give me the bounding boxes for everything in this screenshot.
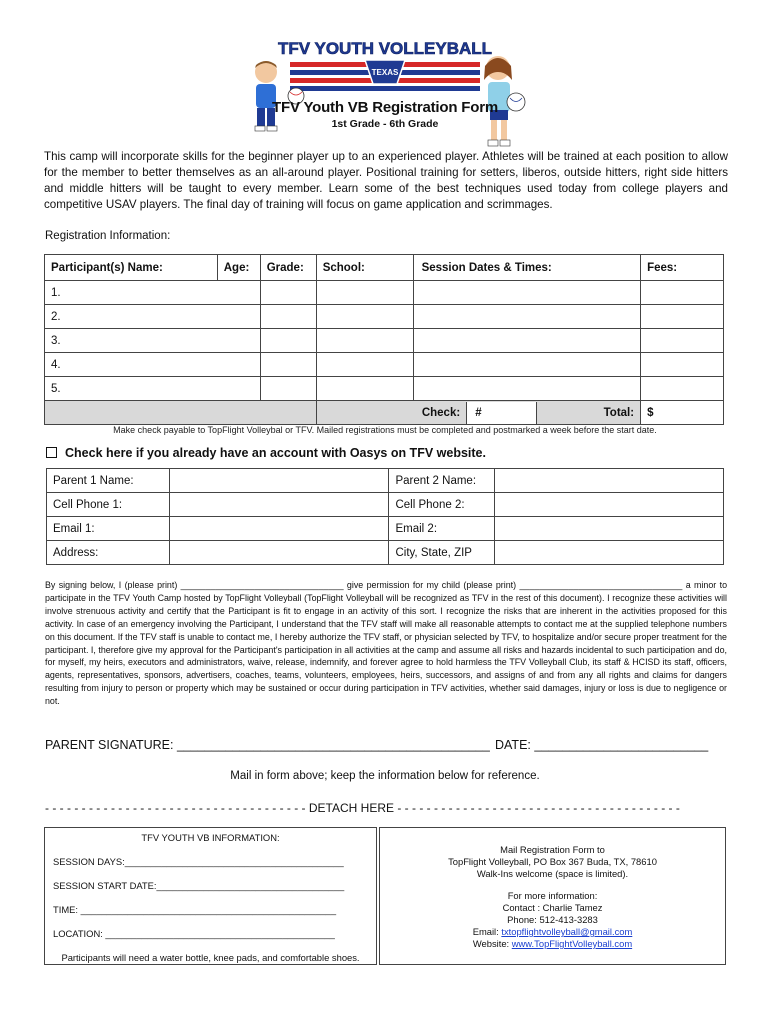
walk-ins-note: Walk-Ins welcome (space is limited).	[476, 868, 629, 879]
mailing-info-box	[379, 827, 726, 965]
mail-address: TopFlight Volleyball, PO Box 367 Buda, TX, 78610	[448, 856, 657, 867]
registration-header-row	[45, 255, 724, 281]
grade-cell[interactable]	[260, 377, 316, 401]
school-cell[interactable]	[316, 329, 413, 353]
registration-table	[44, 254, 724, 425]
cell1-label: Cell Phone 1:	[47, 493, 170, 517]
participant-row[interactable]	[45, 353, 724, 377]
participant-row[interactable]	[45, 377, 724, 401]
contact-phone: Phone: 512-413-3283	[507, 914, 598, 925]
payment-note: Make check payable to TopFlight Volleybal or TFV. Mailed registrations must be completed and postmarked a week before the start date.	[113, 425, 657, 435]
detach-line: - - - - - - - - - - - - - - - - - - - - - - - - - - - - - - - - - - - - DETACH HERE - - - - - - - - - - - - - - - - - - - - - - - - - - - - - - - - - - - - - - -	[45, 801, 680, 815]
total-amount-field[interactable]: $	[641, 401, 724, 425]
col-age: Age:	[217, 255, 260, 281]
oasys-account-option[interactable]	[46, 446, 486, 460]
school-cell[interactable]	[316, 305, 413, 329]
city-state-zip-field[interactable]	[495, 541, 724, 565]
parent2-label: Parent 2 Name:	[389, 469, 495, 493]
participant-number: 4.	[45, 353, 261, 377]
parent1-field[interactable]	[169, 469, 389, 493]
session-cell[interactable]	[413, 377, 641, 401]
parent2-field[interactable]	[495, 469, 724, 493]
participant-number: 3.	[45, 329, 261, 353]
fee-cell[interactable]	[641, 377, 724, 401]
session-cell[interactable]	[413, 281, 641, 305]
school-cell[interactable]	[316, 353, 413, 377]
parent-print-name-line[interactable]: _________________________________	[180, 580, 344, 590]
more-info-label: For more information:	[507, 890, 598, 901]
signature-section	[45, 738, 725, 752]
total-label: Total:	[537, 402, 640, 424]
fee-cell[interactable]	[641, 329, 724, 353]
participant-number: 5.	[45, 377, 261, 401]
form-subtitle: 1st Grade - 6th Grade	[331, 118, 439, 130]
address-label: Address:	[47, 541, 170, 565]
parent-signature-line[interactable]: _____________________________________________	[176, 738, 490, 752]
participant-row[interactable]	[45, 329, 724, 353]
city-state-zip-label: City, State, ZIP	[389, 541, 495, 565]
waiver-intro-a: By signing below, I (please print)	[45, 580, 181, 590]
registration-info-label: Registration Information:	[45, 230, 171, 242]
check-label: Check:	[317, 402, 467, 424]
mail-instruction: Mail in form above; keep the information below for reference.	[230, 770, 540, 782]
session-start-field[interactable]: SESSION START DATE:____________________________________	[53, 880, 345, 891]
participant-row[interactable]	[45, 305, 724, 329]
logo-badge-text: TEXAS	[371, 68, 399, 77]
vb-information-box	[44, 827, 377, 965]
cell2-field[interactable]	[495, 493, 724, 517]
date-label: DATE:	[495, 738, 531, 752]
email1-label: Email 1:	[47, 517, 170, 541]
participant-number: 2.	[45, 305, 261, 329]
totals-spacer	[45, 401, 317, 425]
school-cell[interactable]	[316, 377, 413, 401]
date-line[interactable]: _________________________	[534, 738, 709, 752]
time-field[interactable]: TIME: _________________________________________________	[53, 904, 337, 915]
cell1-field[interactable]	[169, 493, 389, 517]
address-field[interactable]	[169, 541, 389, 565]
website-label: Website:	[472, 938, 512, 949]
child-print-name-line[interactable]: _________________________________	[519, 580, 683, 590]
website-link[interactable]: www.TopFlightVolleyball.com	[511, 938, 633, 949]
col-grade: Grade:	[260, 255, 316, 281]
email2-field[interactable]	[495, 517, 724, 541]
session-cell[interactable]	[413, 329, 641, 353]
grade-cell[interactable]	[260, 305, 316, 329]
grade-cell[interactable]	[260, 281, 316, 305]
parent-contact-table	[46, 468, 724, 565]
email-link[interactable]: txtopflightvolleyball@gmail.com	[501, 926, 633, 937]
col-participant-name: Participant(s) Name:	[45, 255, 218, 281]
mail-line-1: Mail Registration Form to	[500, 844, 605, 855]
info-title: TFV YOUTH VB INFORMATION:	[141, 832, 280, 843]
col-school: School:	[316, 255, 413, 281]
col-session-dates: Session Dates & Times:	[413, 255, 641, 281]
parent-signature-label: PARENT SIGNATURE:	[45, 738, 174, 752]
location-field[interactable]: LOCATION: ____________________________________________	[53, 928, 335, 939]
logo-text: TFV YOUTH VOLLEYBALL	[277, 39, 493, 58]
info-footer: Participants will need a water bottle, knee pads, and comfortable shoes.	[61, 952, 360, 963]
participant-row[interactable]	[45, 281, 724, 305]
fee-cell[interactable]	[641, 353, 724, 377]
contact-name: Contact : Charlie Tamez	[502, 902, 603, 913]
col-fees: Fees:	[641, 255, 724, 281]
fee-cell[interactable]	[641, 281, 724, 305]
parent1-label: Parent 1 Name:	[47, 469, 170, 493]
check-number-field[interactable]: #	[467, 402, 537, 424]
email-label: Email:	[472, 926, 502, 937]
form-header	[0, 22, 770, 134]
liability-waiver	[45, 579, 727, 708]
session-days-field[interactable]: SESSION DAYS:__________________________________________	[53, 856, 344, 867]
grade-cell[interactable]	[260, 353, 316, 377]
fee-cell[interactable]	[641, 305, 724, 329]
oasys-label: Check here if you already have an account with Oasys on TFV website.	[65, 446, 486, 460]
waiver-body: a minor to participate in the TFV Youth Camp hosted by TopFlight Volleyball (TopFlight Volleyball will be recognized as TFV in the rest of this document). I recognize these activities will involve strenuous activity and certify that the Participant is fit to engage in an activity of this sort. I recognize the risks that are inherent in the activities proposed for this activity. In case of an emergency involving the Participant, I understand that the TFV staff will make all reasonable attempts to contact me at the supplied telephone numbers on this document. If the TFV staff is unable to contact me, I hereby authorize the TFV staff, or physician selected by TFV, to hospitalize and/or secure proper treatment for the participant. I, therefore give my approval for the Participant's participation in all activities at the camp and assume all risks and hazards incidental to such participation and do, for myself, my heirs, executors and administrators, waive, release, indemnify, and forever agree to hold harmless the TFV Volleyball Club, its staff & HCISD its staff, officers, agents, representatives, sponsors, advertisers, coaches, teams, volunteers, employees, heirs, successors, and assigns of and from any all rights and claims for dangers resulting from injury to person or property which may be sustained or occur during participation in TFV activities, whether said damages, injury or loss is due to negligence or not.	[45, 580, 728, 707]
oasys-checkbox[interactable]	[46, 447, 57, 458]
school-cell[interactable]	[316, 281, 413, 305]
form-title: TFV Youth VB Registration Form	[272, 99, 498, 116]
participant-number: 1.	[45, 281, 261, 305]
email2-label: Email 2:	[389, 517, 495, 541]
session-cell[interactable]	[413, 305, 641, 329]
email1-field[interactable]	[169, 517, 389, 541]
waiver-intro-b: give permission for my child (please print)	[343, 580, 520, 590]
cell2-label: Cell Phone 2:	[389, 493, 495, 517]
totals-row	[45, 401, 724, 425]
camp-description: This camp will incorporate skills for the beginner player up to an experienced player. Athletes will be trained at each position to allow for the member to better themselves as an all-around player. Positional training for setters, liberos, outside hitters, right side hitters and middle hitters will be taught to every member. Learn some of the best techniques used today from college players and competitive USAV players. The final day of training will focus on game application and scrimmages.	[44, 150, 728, 211]
grade-cell[interactable]	[260, 329, 316, 353]
session-cell[interactable]	[413, 353, 641, 377]
